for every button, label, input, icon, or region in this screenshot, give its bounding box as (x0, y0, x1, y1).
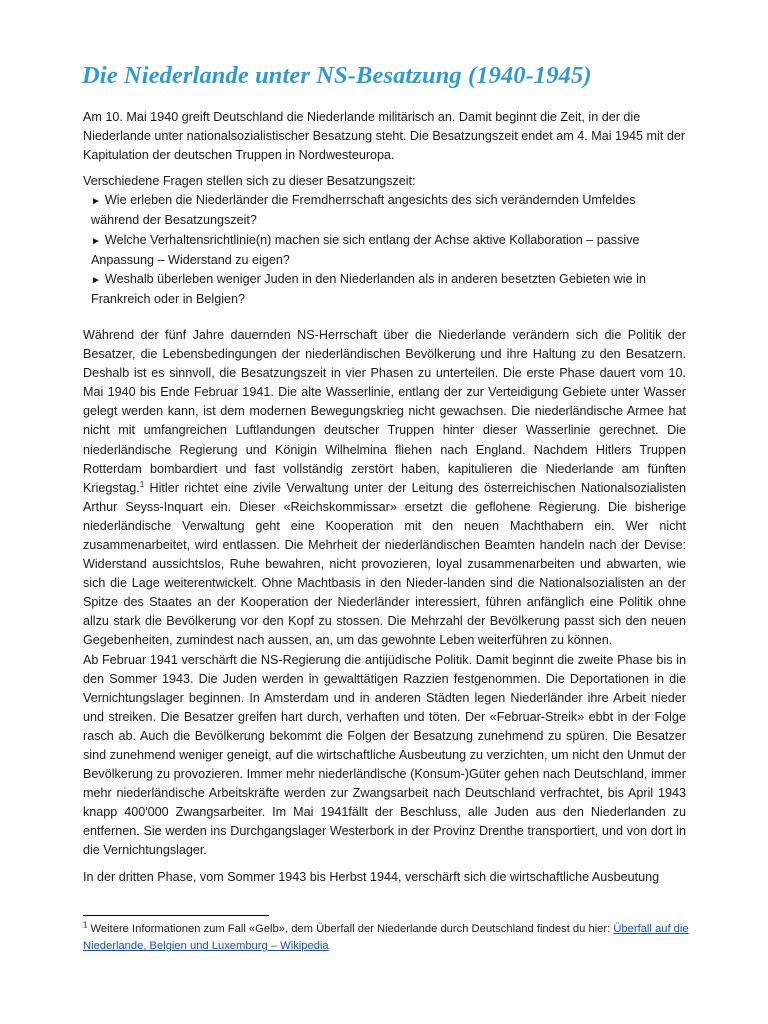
phase3-paragraph: In der dritten Phase, vom Sommer 1943 bis Herbst 1944, verschärft sich die wirtschaftliche Ausbeutung (83, 869, 660, 884)
page-title: Die Niederlande unter NS-Besatzung (1940-1945) (82, 62, 592, 89)
footnote-marker: 1 (83, 920, 88, 930)
intro-paragraph: Am 10. Mai 1940 greift Deutschland die Niederlande militärisch an. Damit beginnt die Zeit, in der die Niederlande unter nationalsozialistischer Besatzung steht. Die Besatzungszeit endet am 4. Mai 1945 mit der Kapitulation der deutschen Truppen in Nordwesteuropa. (83, 110, 686, 163)
bullet-icon: ► (91, 196, 101, 208)
bullet-icon: ► (91, 274, 101, 286)
footnote (83, 921, 733, 955)
phase1-paragraph (83, 326, 686, 651)
footnote-text: Weitere Informationen zum Fall «Gelb», dem Überfall der Niederlande durch Deutschland findest du hier: (87, 923, 614, 935)
question-text: Weshalb überleben weniger Juden in den Niederlanden als in anderen besetzten Gebieten wie in Frankreich oder in Belgien? (91, 271, 646, 306)
phase1-text-b: Hitler richtet eine zivile Verwaltung unter der Leitung des österreichischen Nationalsozialisten Arthur Seyss-Inquart ein. Dieser «Reichskommissar» ersetzt die geflohene Regierung. Die bisherige niederländische Verwaltung geht eine Kooperation mit den neuen Machthabern ein. Wer nicht zusammenarbeitet, wird entlassen. Die Mehrheit der niederländischen Beamten handeln nach der Devise: Widerstand aussichtslos, Ruhe bewahren, nicht provozieren, loyal zusammenarbeiten und abwarten, wie sich die Lage weiterentwickelt. Ohne Machtbasis in den Nieder-landen sind die Nationalsozialisten an der Spitze des Staates an der Kooperation der Niederländer interessiert, führen anfänglich eine Politik ohne allzu stark die Bevölkerung vor den Kopf zu stossen. Die Mehrzahl der Bevölkerung passt sich den neuen Gegebenheiten, zumindest nach aussen, an, um das gewohnte Leben weiterführen zu können. (83, 480, 686, 648)
questions-list (83, 191, 686, 309)
phase1-text-a: Während der fünf Jahre dauernden NS-Herrschaft über die Niederlande verändern sich die Politik der Besatzer, die Lebensbedingungen der niederländischen Bevölkerung und ihre Haltung zu den Besatzern. Deshalb ist es sinnvoll, die Besatzungszeit in vier Phasen zu unterteilen. Die erste Phase dauert vom 10. Mai 1940 bis Ende Februar 1941. Die alte Wasserlinie, entlang der zur Verteidigung Gebiete unter Wasser gelegt werden kann, ist dem modernen Bewegungskrieg nicht gewachsen. Die niederländische Armee hat nicht mit umfangreichen Luftlandungen deutscher Truppen hinter dieser Wasserlinie gerechnet. Die niederländische Regierung und Königin Wilhelmina fliehen nach England. Nachdem Hitlers Truppen Rotterdam bombardiert und fast vollständig zerstört haben, kapitulieren die Niederlande am fünften Kriegstag. (83, 327, 686, 495)
list-item (91, 270, 686, 309)
document-body (83, 108, 686, 887)
phase2-paragraph: Ab Februar 1941 verschärft die NS-Regierung die antijüdische Politik. Damit beginnt die zweite Phase bis in den Sommer 1943. Die Juden werden in gewalttätigen Razzien festgenommen. Die Deportationen in die Vernichtungslager beginnen. In Amsterdam und in anderen Städten legen Niederländer ihre Arbeit nieder und streiken. Die Besatzer greifen hart durch, verhaften und töten. Der «Februar-Streik» ebbt in der Folge rasch ab. Auch die Bevölkerung bekommt die Folgen der Besatzung zunehmend zu spüren. Die Besatzer sind zunehmend weniger geneigt, auf die wirtschaftliche Ausbeutung zu verzichten, um nicht den Unmut der Bevölkerung zu provozieren. Immer mehr niederländische (Konsum-)Güter gehen nach Deutschland, immer mehr niederländische Arbeitskräfte werden zur Zwangsarbeit nach Deutschland verfrachtet, bis April 1943 knapp 400'000 Zwangsarbeiter. Im Mai 1941fällt der Beschluss, alle Juden aus den Niederlanden zu entfernen. Sie werden ins Durchgangslager Westerbork in der Provinz Drenthe transportiert, und von dort in die Vernichtungslager. (83, 652, 686, 858)
footnote-link[interactable]: Überfall auf die Niederlande, Belgien und Luxemburg – Wikipedia (83, 923, 689, 952)
question-text: Wie erleben die Niederländer die Fremdherrschaft angesichts des sich verändernden Umfeldes während der Besatzungszeit? (91, 193, 636, 228)
footnote-separator (83, 915, 269, 916)
list-item (91, 231, 686, 270)
question-text: Welche Verhaltensrichtlinie(n) machen sie sich entlang der Achse aktive Kollaboration – passive Anpassung – Widerstand zu eigen? (91, 232, 640, 267)
list-item (91, 191, 686, 230)
footnote-ref[interactable]: 1 (139, 479, 145, 489)
bullet-icon: ► (91, 235, 101, 247)
questions-lead: Verschiedene Fragen stellen sich zu dieser Besatzungszeit: (83, 174, 416, 189)
